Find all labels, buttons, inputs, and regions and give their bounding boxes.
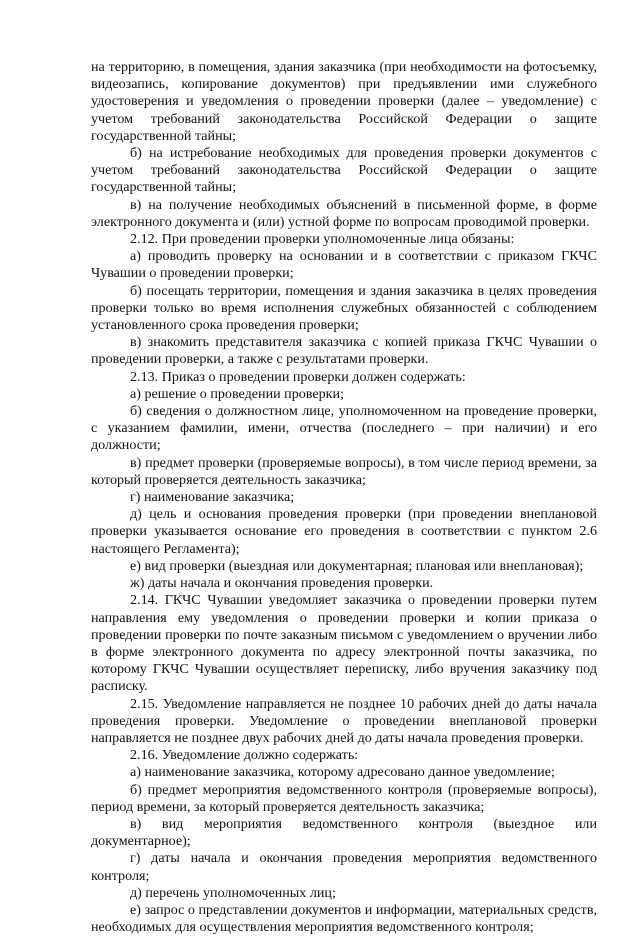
paragraph: на территорию, в помещения, здания заказчика (при необходимости на фотосъемку, видеозапись, копирование документов) при предъявлении ими служебного удостоверения и уведомления о проведении проверки (далее – уведомление) с учетом требований законодательства Российской Федерации о защите государственной тайны;	[91, 59, 597, 144]
paragraph: б) предмет мероприятия ведомственного контроля (проверяемые вопросы), период времени, за который проверяется деятельность заказчика;	[91, 781, 597, 815]
paragraph: 2.15. Уведомление направляется не позднее 10 рабочих дней до даты начала проведения проверки. Уведомление о проведении внеплановой проверки направляется не позднее двух рабочих дней до даты начала проведения проверки.	[91, 695, 597, 746]
paragraph: е) запрос о представлении документов и информации, материальных средств, необходимых для осуществления мероприятия ведомственного контроля;	[91, 901, 597, 936]
paragraph: г) даты начала и окончания проведения мероприятия ведомственного контроля;	[91, 850, 597, 884]
paragraph: е) вид проверки (выездная или документарная; плановая или внеплановая);	[130, 557, 584, 574]
paragraph: 2.14. ГКЧС Чувашии уведомляет заказчика о проведении проверки путем направления ему уведомления о проведении проверки и копии приказа о проведении проверки по почте заказным письмом с уведомлением о вручении либо в форме электронного документа по адресу электронной почты заказчика, по которому ГКЧС Чувашии осуществляет переписку, либо вручения заказчику под расписку.	[91, 592, 597, 695]
paragraph: г) наименование заказчика;	[130, 489, 295, 506]
paragraph: 2.13. Приказ о проведении проверки должен содержать:	[130, 368, 466, 385]
document-body	[91, 59, 597, 936]
paragraph: б) сведения о должностном лице, уполномоченном на проведение проверки, с указанием фамилии, имени, отчества (последнего – при наличии) и его должности;	[91, 403, 597, 454]
paragraph: в) на получение необходимых объяснений в письменной форме, в форме электронного документа и (или) устной форме по вопросам проводимой проверки.	[91, 196, 597, 230]
paragraph: а) наименование заказчика, которому адресовано данное уведомление;	[130, 764, 555, 781]
paragraph: д) цель и основания проведения проверки (при проведении внеплановой проверки указывается основание его проведения в соответствии с пунктом 2.6 настоящего Регламента);	[91, 506, 597, 557]
paragraph: д) перечень уполномоченных лиц;	[130, 884, 336, 901]
paragraph: в) предмет проверки (проверяемые вопросы), в том числе период времени, за который проверяется деятельность заказчика;	[91, 454, 597, 488]
paragraph: б) на истребование необходимых для проведения проверки документов с учетом требований законодательства Российской Федерации о защите государственной тайны;	[91, 145, 597, 196]
paragraph: в) вид мероприятия ведомственного контроля (выездное или документарное);	[91, 815, 597, 850]
paragraph: б) посещать территории, помещения и здания заказчика в целях проведения проверки только во время исполнения служебных обязанностей с соблюдением установленного срока проведения проверки;	[91, 282, 597, 334]
paragraph: а) проводить проверку на основании и в соответствии с приказом ГКЧС Чувашии о проведении проверки;	[91, 248, 597, 282]
paragraph: 2.12. При проведении проверки уполномоченные лица обязаны:	[130, 231, 515, 248]
paragraph: 2.16. Уведомление должно содержать:	[130, 747, 359, 764]
paragraph: в) знакомить представителя заказчика с копией приказа ГКЧС Чувашии о проведении проверки, а также с результатами проверки.	[91, 334, 597, 368]
paragraph: а) решение о проведении проверки;	[130, 385, 344, 402]
paragraph: ж) даты начала и окончания проведения проверки.	[130, 575, 434, 592]
